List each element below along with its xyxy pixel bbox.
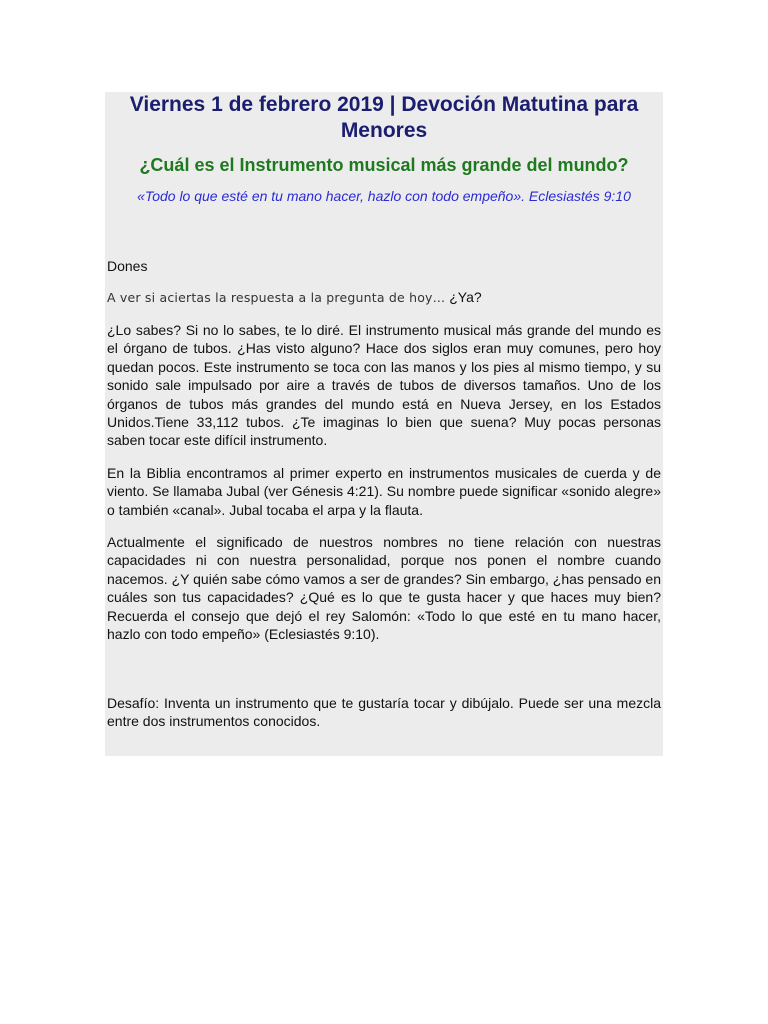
paragraph-challenge: Desafío: Inventa un instrumento que te gustaría tocar y dibújalo. Puede ser una mezcla entre dos instrumentos conocidos. xyxy=(107,694,661,729)
bible-verse: «Todo lo que esté en tu mano hacer, hazlo con todo empeño». Eclesiastés 9:10 xyxy=(137,188,631,204)
paragraph-organ: ¿Lo sabes? Si no lo sabes, te lo diré. El instrumento musical más grande del mundo es el órgano de tubos. ¿Has visto alguno? Hace dos siglos eran muy comunes, pero hoy quedan pocos. Este instrumento se toca con las manos y los pies al mismo tiempo, y su sonido sale impulsado por aire a través de tubos de diversos tamaños. Uno de los órganos de tubos más grandes del mundo está en Nueva Jersey, en los Estados Unidos.Tiene 33,112 tubos. ¿Te imaginas lo bien que suena? Muy pocas personas saben tocar este difícil instrumento. xyxy=(107,322,661,449)
article-subtitle: ¿Cuál es el Instrumento musical más grande del mundo? xyxy=(139,155,629,175)
content-block xyxy=(105,92,663,756)
page-title: Viernes 1 de febrero 2019 | Devoción Matutina para Menores xyxy=(129,93,639,142)
question-intro: A ver si aciertas la respuesta a la pregunta de hoy… xyxy=(107,290,446,305)
section-label: Dones xyxy=(107,258,148,274)
question-line xyxy=(107,288,661,307)
question-followup: ¿Ya? xyxy=(445,289,482,305)
paragraph-names: Actualmente el significado de nuestros nombres no tiene relación con nuestras capacidades ni con nuestra personalidad, porque nos ponen el nombre cuando nacemos. ¿Y quién sabe cómo vamos a ser de grandes? Sin embargo, ¿has pensado en cuáles son tus capacidades? ¿Qué es lo que te gusta hacer y que haces muy bien? Recuerda el consejo que dejó el rey Salomón: «Todo lo que esté en tu mano hacer, hazlo con todo empeño» (Eclesiastés 9:10). xyxy=(107,534,661,643)
paragraph-jubal: En la Biblia encontramos al primer experto en instrumentos musicales de cuerda y de viento. Se llamaba Jubal (ver Génesis 4:21). Su nombre puede significar «sonido alegre» o también «canal». Jubal tocaba el arpa y la flauta. xyxy=(107,464,661,518)
